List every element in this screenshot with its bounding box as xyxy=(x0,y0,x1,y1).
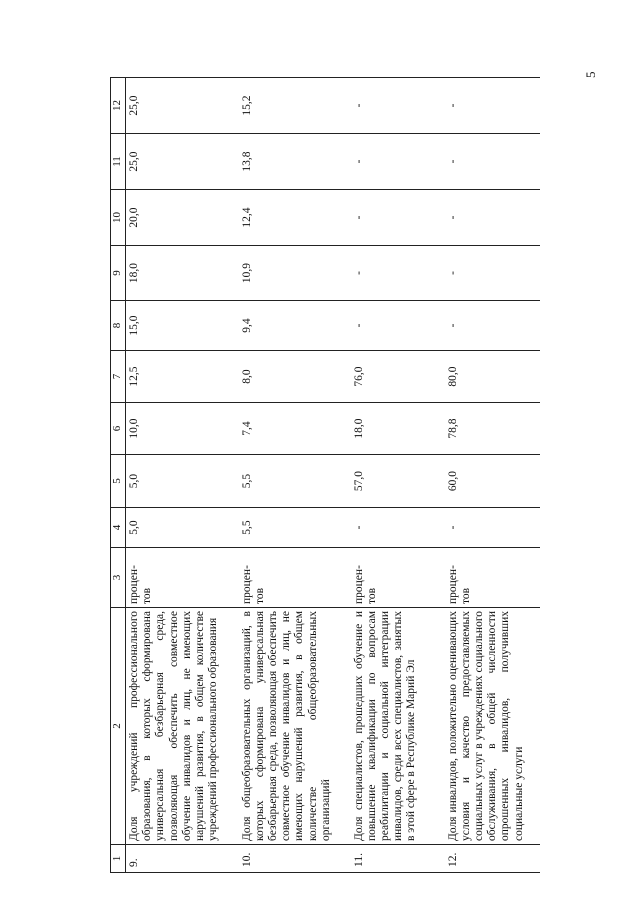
value-cell: - xyxy=(351,246,445,301)
value-cell: 57,0 xyxy=(351,455,445,508)
value-cell: 7,4 xyxy=(239,403,351,455)
value-cell: - xyxy=(351,134,445,190)
value-cell: 25,0 xyxy=(126,134,239,190)
unit: процен-тов xyxy=(126,548,239,608)
value-cell: 12,5 xyxy=(126,351,239,403)
row-number: 12. xyxy=(445,845,540,873)
column-header: 9 xyxy=(111,246,126,301)
column-header: 3 xyxy=(111,548,126,608)
value-cell: 80,0 xyxy=(445,351,540,403)
column-header: 2 xyxy=(111,608,126,845)
value-cell: 10,9 xyxy=(239,246,351,301)
unit: процен-тов xyxy=(445,548,540,608)
value-cell: 13,8 xyxy=(239,134,351,190)
value-cell: 15,2 xyxy=(239,78,351,134)
column-header: 11 xyxy=(111,134,126,190)
table-row xyxy=(351,78,445,873)
value-cell: 9,4 xyxy=(239,301,351,351)
page-number: 5 xyxy=(583,71,598,78)
column-header: 4 xyxy=(111,508,126,548)
value-cell: 12,4 xyxy=(239,190,351,246)
row-number: 11. xyxy=(351,845,445,873)
value-cell: - xyxy=(445,301,540,351)
value-cell: 78,8 xyxy=(445,403,540,455)
header-row xyxy=(111,78,126,873)
table-row xyxy=(126,78,239,873)
row-number: 9. xyxy=(126,845,239,873)
value-cell: 20,0 xyxy=(126,190,239,246)
table-row xyxy=(239,78,351,873)
column-header: 1 xyxy=(111,845,126,873)
value-cell: 25,0 xyxy=(126,78,239,134)
column-header: 8 xyxy=(111,301,126,351)
value-cell: - xyxy=(351,508,445,548)
column-header: 12 xyxy=(111,78,126,134)
column-header: 10 xyxy=(111,190,126,246)
value-cell: 10,0 xyxy=(126,403,239,455)
value-cell: 18,0 xyxy=(126,246,239,301)
value-cell: 60,0 xyxy=(445,455,540,508)
value-cell: 5,0 xyxy=(126,508,239,548)
column-header: 6 xyxy=(111,403,126,455)
value-cell: 5,0 xyxy=(126,455,239,508)
rotated-table-container xyxy=(110,78,540,873)
row-number: 10. xyxy=(239,845,351,873)
indicator-name: Доля учреждений профессионального образования, в которых сформирована универсальная безбарьерная среда, позволяющая обеспечить совместное обучение инвалидов и лиц, не имеющих нарушений развития, в общем количестве учреждений профессионального образования xyxy=(126,608,239,845)
value-cell: - xyxy=(351,78,445,134)
indicator-name: Доля инвалидов, положительно оценивающих условия и качество предоставляемых социальных услуг в учреждениях социального обслуживания, в общей численности опрошенных инвалидов, получивших социальные услуги xyxy=(445,608,540,845)
column-header: 7 xyxy=(111,351,126,403)
value-cell: 15,0 xyxy=(126,301,239,351)
value-cell: - xyxy=(351,190,445,246)
value-cell: - xyxy=(445,78,540,134)
indicator-name: Доля общеобразовательных организаций, в которых сформирована универсальная безбарьерная среда, позволяющая обеспечить совместное обучение инвалидов и лиц, не имеющих нарушений развития, в общем количестве общеобразовательных организаций xyxy=(239,608,351,845)
indicators-table xyxy=(110,77,540,873)
value-cell: 76,0 xyxy=(351,351,445,403)
table-row xyxy=(445,78,540,873)
unit: процен-тов xyxy=(351,548,445,608)
value-cell: - xyxy=(445,190,540,246)
value-cell: 18,0 xyxy=(351,403,445,455)
indicator-name: Доля специалистов, прошедших обучение и повышение квалификации по вопросам реабилитации и социальной интеграции инвалидов, среди всех специалистов, занятых в этой сфере в Республике Марий Эл xyxy=(351,608,445,845)
value-cell: - xyxy=(445,508,540,548)
value-cell: 5,5 xyxy=(239,508,351,548)
column-header: 5 xyxy=(111,455,126,508)
unit: процен-тов xyxy=(239,548,351,608)
value-cell: - xyxy=(351,301,445,351)
value-cell: 5,5 xyxy=(239,455,351,508)
value-cell: - xyxy=(445,134,540,190)
value-cell: - xyxy=(445,246,540,301)
value-cell: 8,0 xyxy=(239,351,351,403)
